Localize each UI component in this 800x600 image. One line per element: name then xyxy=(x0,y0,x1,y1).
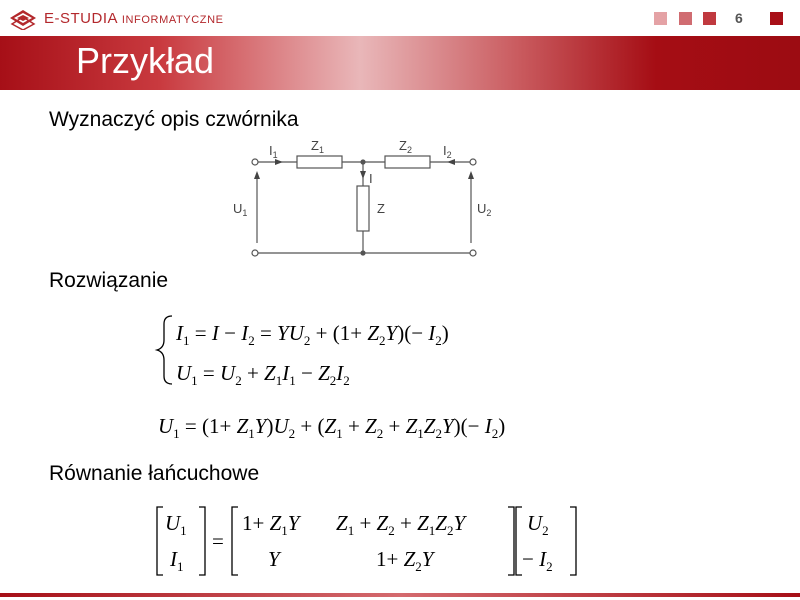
impedance-z2 xyxy=(385,156,430,168)
deco-square-2 xyxy=(679,12,692,25)
voltage-arrow-u2 xyxy=(468,171,474,179)
impedance-z xyxy=(357,186,369,231)
label-z1: $Z_1$ xyxy=(311,138,324,155)
vector-i1: $I_1$ xyxy=(170,547,184,574)
logo-icon xyxy=(8,6,38,30)
vector-minus-i2: − $I_2$ xyxy=(522,547,553,574)
page-number: 6 xyxy=(735,10,743,26)
equals-sign: = xyxy=(212,529,224,553)
matrix-a22: $1+ Z_2Y$ xyxy=(376,547,434,574)
label-i: I xyxy=(369,171,373,186)
vector-u2: $U_2$ xyxy=(527,511,549,538)
vector-u1: $U_1$ xyxy=(165,511,187,538)
heading-solution: Rozwiązanie xyxy=(49,269,169,292)
bottom-line xyxy=(0,593,800,597)
matrix-a11: $1+ Z_1Y$ xyxy=(242,511,300,538)
equation-2: $U_1 = U_2 + Z_1I_1 - Z_2I_2$ xyxy=(176,361,350,388)
equation-u1 xyxy=(158,405,628,445)
label-z2: $Z_2$ xyxy=(399,138,412,155)
deco-square-3 xyxy=(703,12,716,25)
terminal-1 xyxy=(252,159,258,165)
terminal-2 xyxy=(470,159,476,165)
heading-task: Wyznaczyć opis czwórnika xyxy=(49,108,299,131)
svg-text:U1 = (1+ Z1Y)U2 + (Z1 + Z2 + Z: $U_1 = (1+ Z_1Y)U_2 + (Z_1 + Z_2 + Z_1Z_2Y)(- I_2)$ xyxy=(158,414,506,441)
label-u2: $U_2$ xyxy=(477,201,492,218)
deco-square-4 xyxy=(770,12,783,25)
label-i2: $I_2$ xyxy=(443,143,452,160)
label-u1: $U_1$ xyxy=(233,201,248,218)
left-brace xyxy=(157,316,172,384)
label-i1: $I_1$ xyxy=(269,143,278,160)
equation-system xyxy=(150,310,590,395)
label-z: Z xyxy=(377,201,385,216)
matrix-a12: $Z_1 + Z_2 + Z_1Z_2Y$ xyxy=(336,511,466,538)
equation-1: $I_1 = I - I_2 = YU_2 + (1+ Z_2Y)(- I_2)$ xyxy=(176,321,449,348)
circuit-diagram xyxy=(225,133,495,263)
voltage-arrow-u1 xyxy=(254,171,260,179)
heading-chain-equation: Równanie łańcuchowe xyxy=(49,462,260,485)
matrix-a21: Y xyxy=(268,547,280,571)
slide-title: Przykład xyxy=(76,40,215,81)
matrix-equation xyxy=(150,503,590,583)
current-arrow-i xyxy=(360,171,366,179)
impedance-z1 xyxy=(297,156,342,168)
logo-text: E-STUDIA INFORMATYCZNE xyxy=(44,9,224,27)
logo xyxy=(8,6,224,30)
header-bar xyxy=(0,0,800,36)
deco-square-1 xyxy=(654,12,667,25)
